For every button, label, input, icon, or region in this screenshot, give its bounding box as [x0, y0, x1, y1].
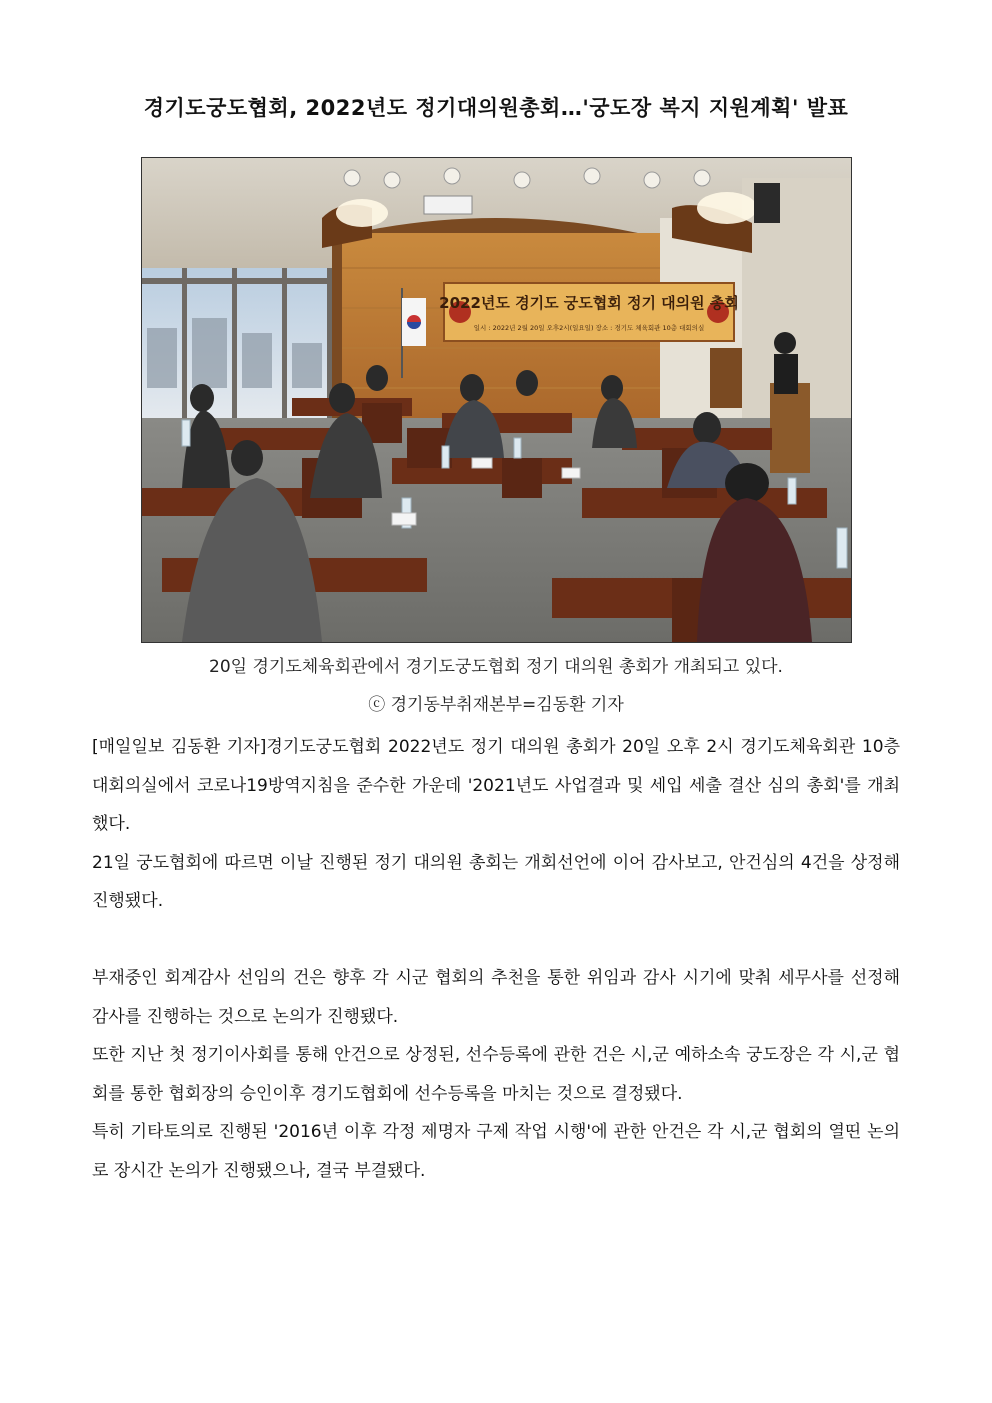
paragraph: [매일일보 김동환 기자]경기도궁도협회 2022년도 정기 대의원 총회가 20일 오후 2시 경기도체육회관 10층 대회의실에서 코로나19방역지침을 준수한 가운데 '2021년도 사업결과 및 세입 세출 결산 심의 총회'를 개최했다.: [92, 737, 900, 834]
paragraph: 또한 지난 첫 정기이사회를 통해 안건으로 상정된, 선수등록에 관한 건은 시,군 예하소속 궁도장은 각 시,군 협회를 통한 협회장의 승인이후 경기도협회에 선수등록을 마치는 것으로 결정됐다.: [92, 1045, 900, 1104]
article-photo: [141, 157, 852, 643]
article-title: 경기도궁도협회, 2022년도 정기대의원총회…'궁도장 복지 지원계획' 발표: [143, 96, 849, 120]
paragraph-spacer: [92, 921, 900, 960]
paragraph: 21일 궁도협회에 따르면 이날 진행된 정기 대의원 총회는 개회선언에 이어 감사보고, 안건심의 4건을 상정해 진행됐다.: [92, 852, 900, 911]
photo-credit: ⓒ 경기동부취재본부=김동환 기자: [368, 695, 624, 715]
banner-subtitle: 일시 : 2022년 2월 20일 오후2시(일요일) 장소 : 경기도 체육회관 10층 대회의실: [473, 324, 705, 332]
paragraph: 부재중인 회계감사 선임의 건은 향후 각 시군 협회의 추천을 통한 위임과 감사 시기에 맞춰 세무사를 선정해 감사를 진행하는 것으로 논의가 진행됐다.: [92, 968, 900, 1027]
meeting-hall-photo: [142, 158, 851, 642]
article-body: [92, 728, 900, 1190]
paragraph: 특히 기타토의로 진행된 '2016년 이후 각정 제명자 구제 작업 시행'에 관한 안건은 각 시,군 협회의 열띤 논의로 장시간 논의가 진행됐으나, 결국 부결됐다.: [92, 1122, 900, 1181]
photo-caption: 20일 경기도체육회관에서 경기도궁도협회 정기 대의원 총회가 개최되고 있다.: [209, 657, 783, 677]
banner-title: 2022년도 경기도 궁도협회 정기 대의원 총회: [439, 294, 739, 312]
